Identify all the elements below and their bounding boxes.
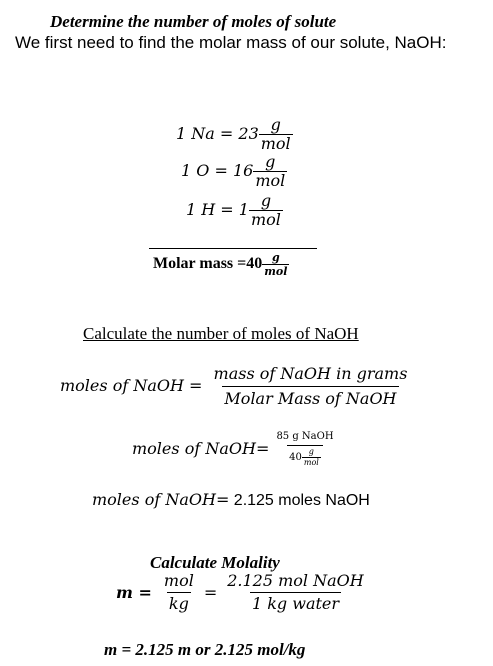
molality-formula: m = $\frac{\text{mol}}{kg}$ = $\frac{\text{2.125 mol NaOH}}{\text{1 kg water}}$	[116, 571, 364, 613]
moles-substitution: moles of NaOH= 85 g NaOH 40 $\frac{g}{\text{mol}}$	[132, 431, 334, 467]
o-mass-row: 1 O = 16 $\frac{g}{\text{mol}}$	[181, 152, 286, 190]
section-title: Determine the number of moles of solute	[50, 12, 337, 31]
sum-divider	[149, 248, 317, 249]
intro-text: We first need to find the molar mass of our solute, NaOH:	[15, 33, 447, 52]
molar-mass-total: Molar mass =40 $\frac{g}{\text{mol}}$	[153, 251, 288, 278]
moles-heading: Calculate the number of moles of NaOH	[83, 324, 359, 343]
molality-heading: Calculate Molality	[150, 553, 280, 572]
molality-result: m = 2.125 m or 2.125 mol/kg	[104, 640, 306, 659]
h-mass-row: 1 H = 1 $\frac{g}{\text{mol}}$	[186, 191, 281, 229]
moles-result: moles of NaOH= 2.125 moles NaOH	[92, 490, 370, 509]
moles-formula: moles of NaOH = $\frac{\text{mass of NaOH in grams}}{\text{Molar Mass of NaOH}}$	[60, 364, 408, 408]
na-mass-row: 1 Na = 23 $\frac{g}{\text{mol}}$	[176, 115, 291, 153]
